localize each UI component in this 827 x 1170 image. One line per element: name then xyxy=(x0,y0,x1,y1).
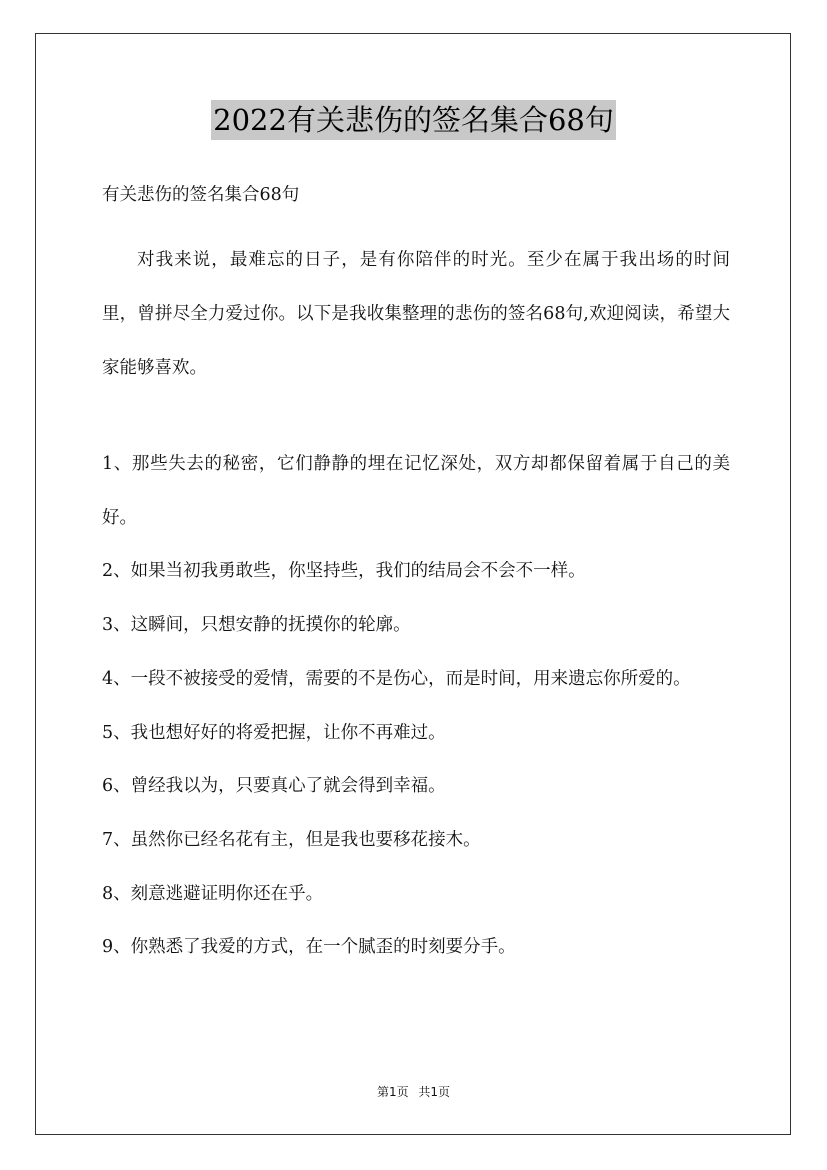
list-item: 4、一段不被接受的爱情，需要的不是伤心，而是时间，用来遗忘你所爱的。 xyxy=(102,668,691,689)
page-number: 第1页 xyxy=(376,1085,409,1099)
document-subtitle: 有关悲伤的签名集合68句 xyxy=(102,185,300,205)
list-item: 8、刻意逃避证明你还在乎。 xyxy=(102,883,324,904)
list-item: 5、我也想好好的将爱把握，让你不再难过。 xyxy=(102,722,446,743)
intro-paragraph: 对我来说，最难忘的日子，是有你陪伴的时光。至少在属于我出场的时间里，曾拼尽全力爱过你。以下是我收集整理的悲伤的签名68句,欢迎阅读，希望大家能够喜欢。 xyxy=(102,250,730,378)
list-item: 2、如果当初我勇敢些，你坚持些，我们的结局会不会不一样。 xyxy=(102,561,586,582)
page-total: 共1页 xyxy=(418,1085,451,1099)
page-footer xyxy=(0,1083,827,1100)
list-item: 3、这瞬间，只想安静的抚摸你的轮廓。 xyxy=(102,615,411,636)
list-item: 9、你熟悉了我爱的方式，在一个腻歪的时刻要分手。 xyxy=(102,937,516,958)
signature-list xyxy=(102,438,730,975)
title-container xyxy=(0,100,827,140)
list-item: 6、曾经我以为，只要真心了就会得到幸福。 xyxy=(102,776,446,797)
list-item: 1、那些失去的秘密，它们静静的埋在记忆深处，双方却都保留着属于自己的美好。 xyxy=(102,454,730,528)
document-title: 2022有关悲伤的签名集合68句 xyxy=(211,100,616,140)
list-item: 7、虽然你已经名花有主，但是我也要移花接木。 xyxy=(102,829,481,850)
